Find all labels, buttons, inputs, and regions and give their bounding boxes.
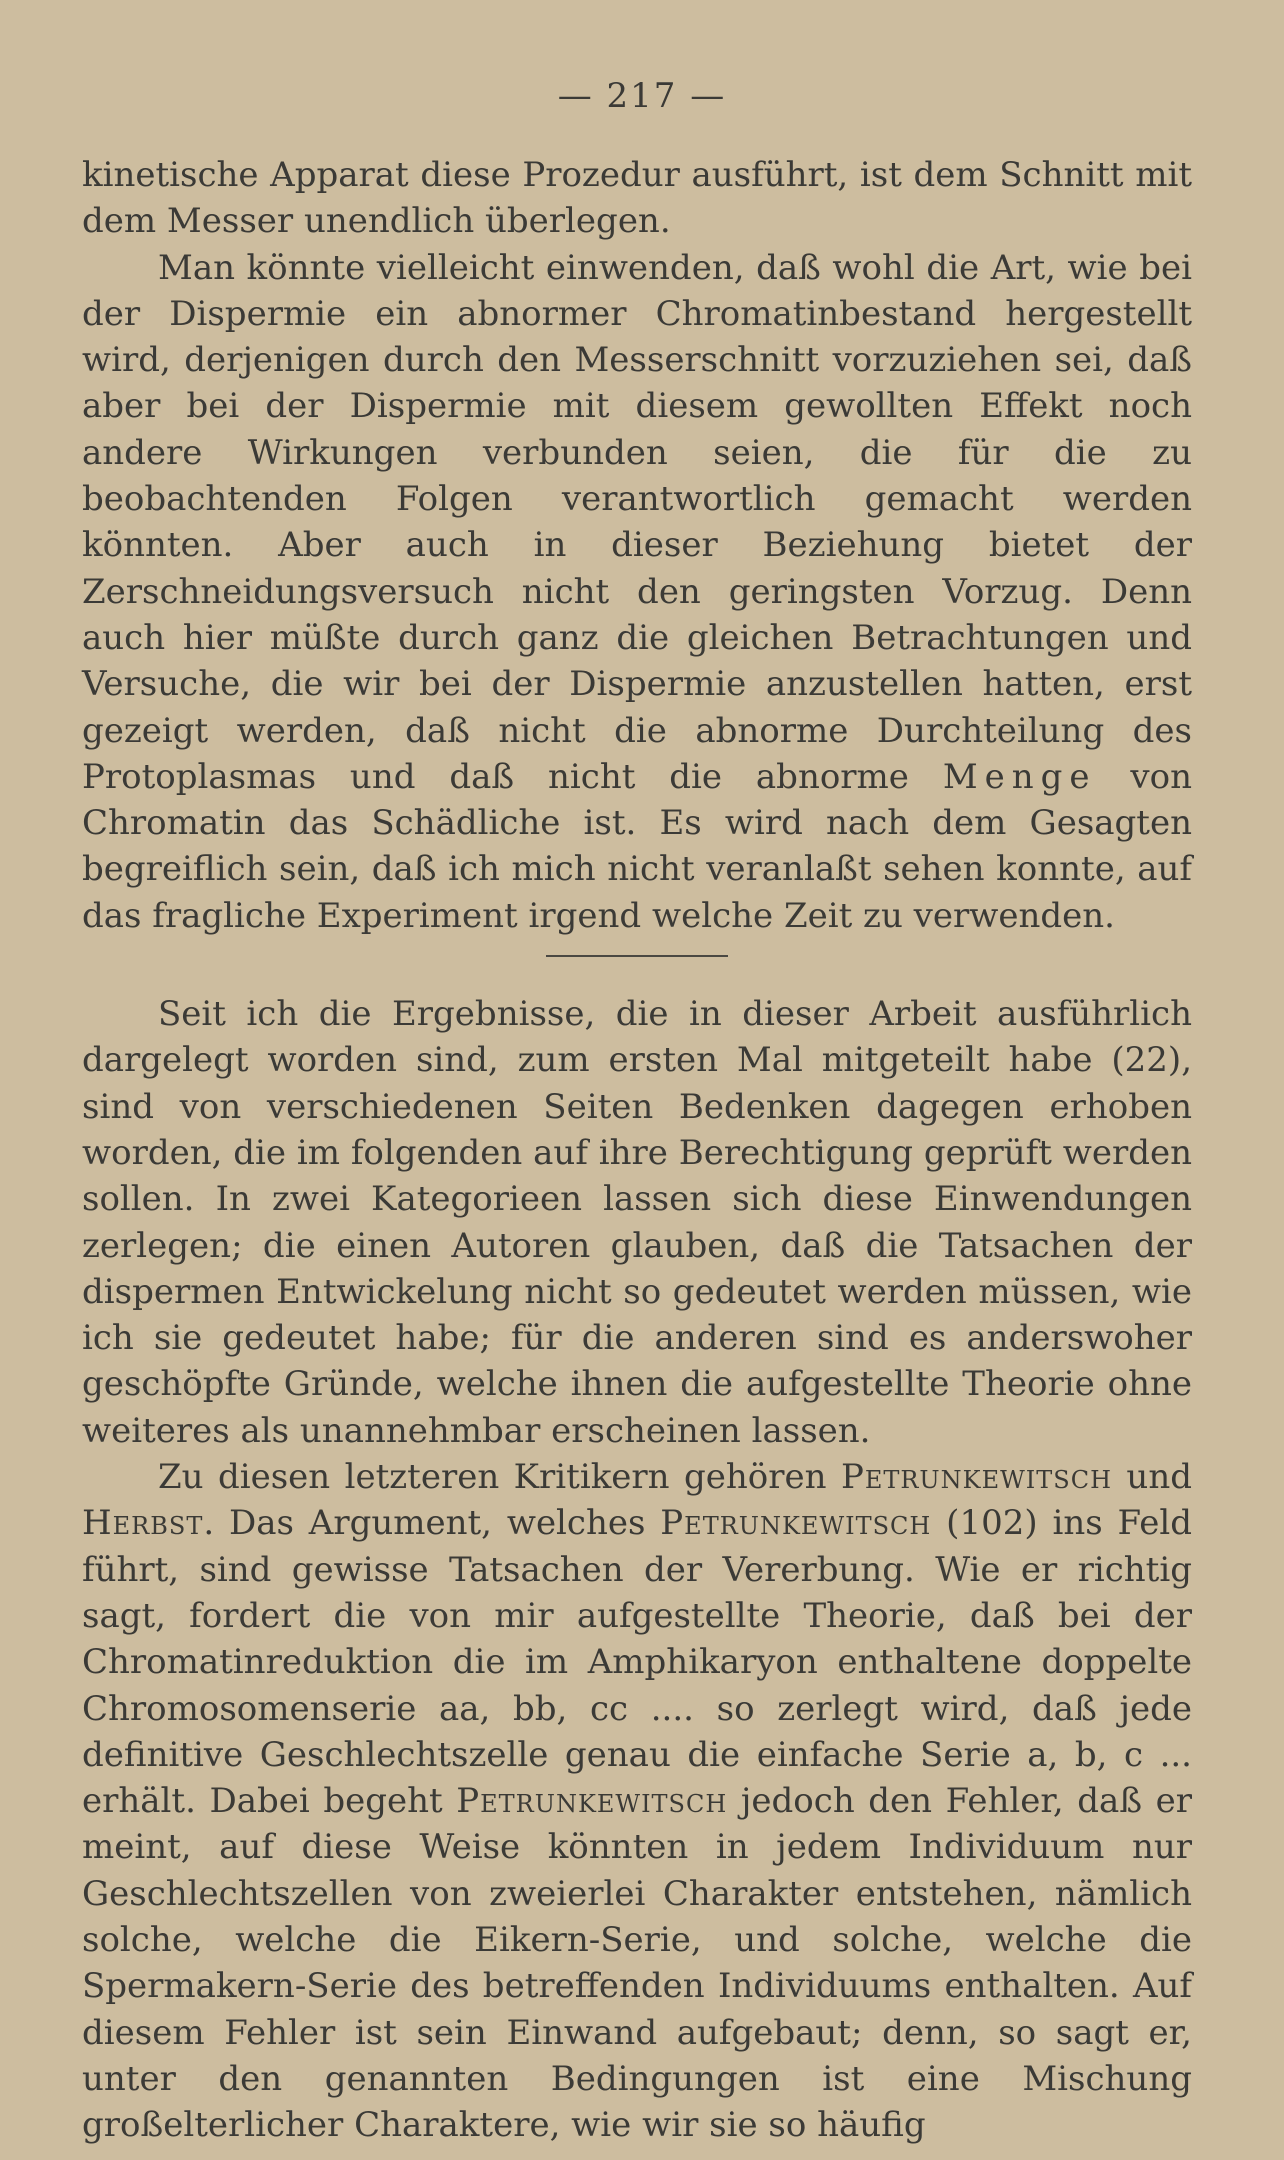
paragraph-4-text-d: (102) ins Feld führt, sind gewisse Tatsachen der Vererbung. Wie er richtig sagt, fordert die von mir aufgestellte Theorie, daß bei der Chromatinreduktion die im Amphikaryon enthaltene doppelte Chromosomenserie aa, bb, cc .... so zerlegt wird, daß jede definitive Geschlechtszelle genau die einfache Serie a, b, c ... erhält. Dabei begeht <box>82 1503 1193 1822</box>
page-number: — 217 — <box>557 76 727 116</box>
author-name: Petrunkewitsch <box>840 1457 1112 1498</box>
page-body <box>82 152 1192 2148</box>
paragraph-4-text-c: . Das Argument, welches <box>203 1503 661 1544</box>
paragraph-1: kinetische Apparat diese Prozedur ausführt, ist dem Schnitt mit dem Messer unendlich überlegen. <box>82 155 1192 242</box>
paragraph-4 <box>82 1454 1192 2148</box>
author-name: Herbst <box>82 1503 204 1544</box>
paragraph-2-text-a: Man könnte vielleicht einwenden, daß wohl die Art, wie bei der Dispermie ein abnormer Chromatinbestand hergestellt wird, derjenigen durch den Messerschnitt vorzuziehen sei, daß aber bei der Dispermie mit diesem gewollten Effekt noch andere Wirkungen verbunden seien, die für die zu beobachtenden Folgen verantwortlich gemacht werden könnten. Aber auch in dieser Beziehung bietet der Zerschneidungsversuch nicht den geringsten Vorzug. Denn auch hier müßte durch ganz die gleichen Betrachtungen und Versuche, die wir bei der Dispermie anzustellen hatten, erst gezeigt werden, daß nicht die abnorme Durchteilung des Protoplasmas und daß nicht die abnorme <box>82 247 1192 797</box>
paragraph-4-text-a: Zu diesen letzteren Kritikern gehören <box>158 1457 841 1498</box>
author-name: Petrunkewitsch <box>660 1503 932 1544</box>
paragraph-2-text-b: von Chromatin das Schädliche ist. Es wird nach dem Gesagten begreiflich sein, daß ich mich nicht veranlaßt sehen konnte, auf das fragliche Experiment irgend welche Zeit zu verwenden. <box>82 756 1192 936</box>
section-divider <box>546 955 728 957</box>
paragraph-2 <box>82 245 1192 939</box>
paragraph-4-text-e: jedoch den Fehler, daß er meint, auf diese Weise könnten in jedem Individuum nur Geschlechtszellen von zweierlei Charakter entstehen, nämlich solche, welche die Eikern-Serie, und solche, welche die Spermakern-Serie des betreffenden Individuums enthalten. Auf diesem Fehler ist sein Einwand aufgebaut; denn, so sagt er, unter den genannten Bedingungen ist eine Mischung großelterlicher Charaktere, wie wir sie so häufig <box>82 1781 1192 2146</box>
paragraph-4-text-b: und <box>1112 1457 1192 1498</box>
spaced-word-menge: Menge <box>942 756 1097 797</box>
author-name: Petrunkewitsch <box>456 1781 728 1822</box>
paragraph-3: Seit ich die Ergebnisse, die in dieser Arbeit ausführlich dargelegt worden sind, zum ersten Mal mitgeteilt habe (22), sind von verschiedenen Seiten Bedenken dagegen erhoben worden, die im folgenden auf ihre Berechtigung geprüft werden sollen. In zwei Kategorieen lassen sich diese Einwendungen zerlegen; die einen Autoren glauben, daß die Tatsachen der dispermen Entwickelung nicht so gedeutet werden müssen, wie ich sie gedeutet habe; für die anderen sind es anderswoher geschöpfte Gründe, welche ihnen die aufgestellte Theorie ohne weiteres als unannehmbar erscheinen lassen. <box>82 994 1192 1451</box>
